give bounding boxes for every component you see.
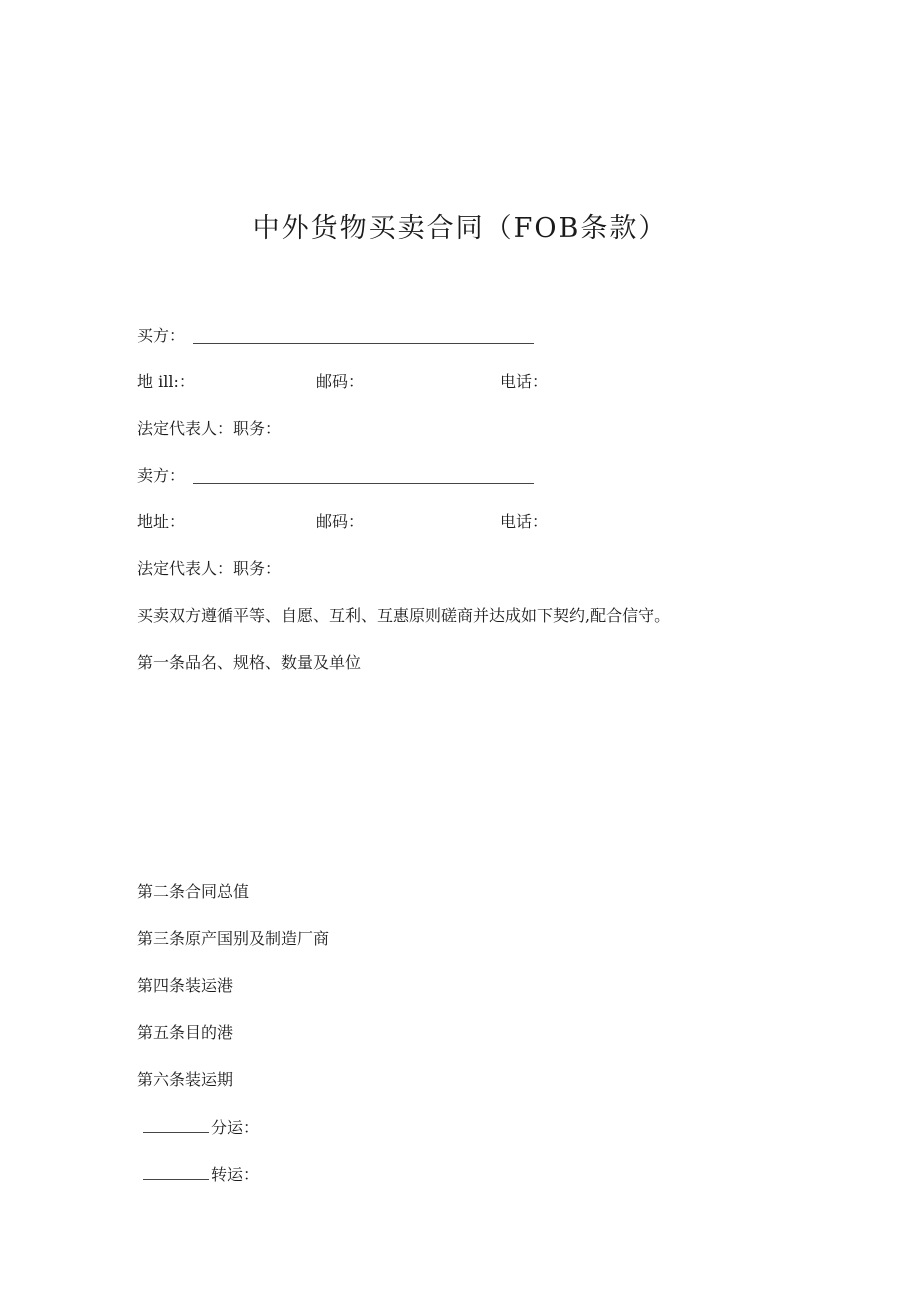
article-2: 第二条合同总值 <box>137 882 250 901</box>
article-5: 第五条目的港 <box>137 1023 234 1042</box>
transshipment-label: 转运： <box>211 1165 260 1184</box>
buyer-postcode-label: 邮码： <box>316 372 365 391</box>
partial-shipment-row <box>137 1117 259 1139</box>
buyer-name-line <box>193 343 534 344</box>
transshipment-row <box>137 1164 259 1186</box>
preamble-text: 买卖双方遵循平等、自愿、互利、互惠原则磋商并达成如下契约,配合信守。 <box>137 606 671 625</box>
buyer-representative-label: 法定代表人：职务： <box>137 419 282 438</box>
article-6: 第六条装运期 <box>137 1070 234 1089</box>
seller-postcode-label: 邮码： <box>316 512 365 531</box>
seller-address-label: 地址： <box>137 512 186 531</box>
buyer-label: 买方： <box>137 326 186 345</box>
buyer-address-label: 地 ill:： <box>137 372 195 391</box>
seller-phone-label: 电话： <box>500 512 549 531</box>
seller-name-line <box>193 483 534 484</box>
seller-label: 卖方： <box>137 466 186 485</box>
partial-shipment-blank <box>143 1118 209 1133</box>
page-title: 中外货物买卖合同（FOB条款） <box>252 213 668 244</box>
transshipment-blank <box>143 1165 209 1180</box>
buyer-phone-label: 电话： <box>500 372 549 391</box>
article-3: 第三条原产国别及制造厂商 <box>137 929 330 948</box>
article-4: 第四条装运港 <box>137 976 234 995</box>
partial-shipment-label: 分运： <box>211 1118 260 1137</box>
article-1: 第一条品名、规格、数量及单位 <box>137 653 362 672</box>
seller-representative-label: 法定代表人：职务： <box>137 559 282 578</box>
